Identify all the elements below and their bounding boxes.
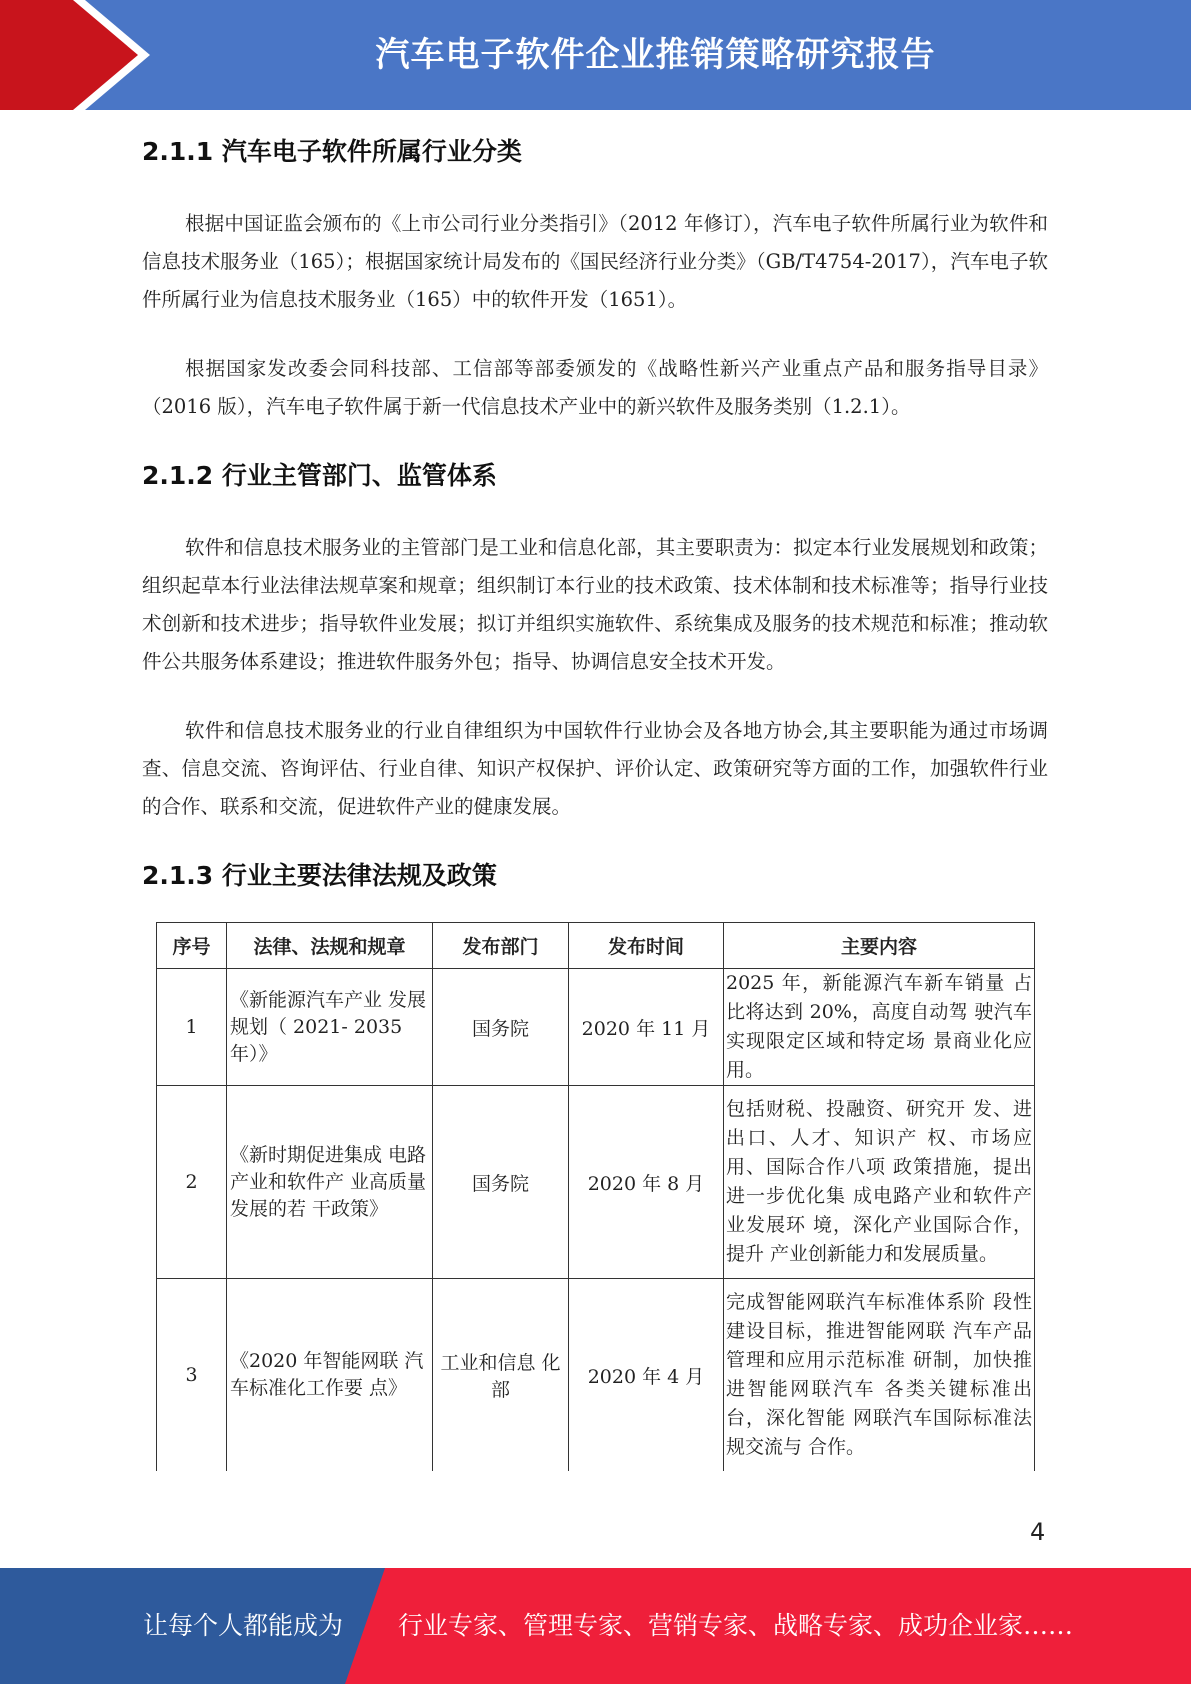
cell-law-name: 《新时期促进集成 电路产业和软件产 业高质量发展的若 干政策》 [227, 1086, 433, 1279]
cell-department: 国务院 [433, 969, 569, 1086]
cell-department: 工业和信息 化部 [433, 1279, 569, 1472]
cell-date: 2020 年 4 月 [569, 1279, 724, 1472]
paragraph-self-regulatory-org: 软件和信息技术服务业的行业自律组织为中国软件行业协会及各地方协会,其主要职能为通过市场调查、信息交流、咨询评估、行业自律、知识产权保护、评价认定、政策研究等方面的工作，加强软件行业的合作、联系和交流，促进软件产业的健康发展。 [142, 719, 1048, 818]
cell-department: 国务院 [433, 1086, 569, 1279]
section-heading-2-1-2: 2.1.2 行业主管部门、监管体系 [142, 461, 497, 490]
section-heading-2-1-1: 2.1.1 汽车电子软件所属行业分类 [142, 137, 522, 166]
table-row [157, 969, 1035, 1086]
table-row [157, 1086, 1035, 1279]
laws-regulations-table [156, 922, 1035, 1471]
page-number: 4 [1030, 1518, 1046, 1546]
cell-index: 3 [157, 1279, 227, 1472]
cell-content: 完成智能网联汽车标准体系阶 段性建设目标，推进智能网联 汽车产品管理和应用示范标准 研制，加快推进智能网联汽车 各类关键标准出台，深化智能 网联汽车国际标准法规交流与 合作。 [724, 1279, 1035, 1472]
cell-content: 包括财税、投融资、研究开 发、进出口、人才、知识产 权、市场应用、国际合作八项 政策措施，提出进一步优化集 成电路产业和软件产业发展环 境，深化产业国际合作，提升 产业创新能力和发展质量。 [724, 1086, 1035, 1279]
column-header-content: 主要内容 [724, 923, 1035, 969]
cell-content: 2025 年，新能源汽车新车销量 占比将达到 20%，高度自动驾 驶汽车实现限定区域和特定场 景商业化应用。 [724, 969, 1035, 1086]
table-header-row [157, 923, 1035, 969]
paragraph-strategic-catalog: 根据国家发改委会同科技部、工信部等部委颁发的《战略性新兴产业重点产品和服务指导目录》（2016 版），汽车电子软件属于新一代信息技术产业中的新兴软件及服务类别（1.2.1）。 [142, 357, 1048, 418]
column-header-department: 发布部门 [433, 923, 569, 969]
column-header-date: 发布时间 [569, 923, 724, 969]
paragraph-industry-classification: 根据中国证监会颁布的《上市公司行业分类指引》（2012 年修订），汽车电子软件所属行业为软件和信息技术服务业（165）；根据国家统计局发布的《国民经济行业分类》（GB/T4754-2017），汽车电子软件所属行业为信息技术服务业（165）中的软件开发（1651）。 [142, 212, 1048, 311]
section-heading-2-1-3: 2.1.3 行业主要法律法规及政策 [142, 861, 497, 890]
report-title: 汽车电子软件企业推销策略研究报告 [375, 35, 936, 75]
cell-date: 2020 年 11 月 [569, 969, 724, 1086]
cell-index: 1 [157, 969, 227, 1086]
footer-slogan-left: 让每个人都能成为 [143, 1611, 344, 1640]
cell-index: 2 [157, 1086, 227, 1279]
footer-slogan-right: 行业专家、管理专家、营销专家、战略专家、成功企业家…… [398, 1611, 1074, 1640]
paragraph-authority-duties: 软件和信息技术服务业的主管部门是工业和信息化部，其主要职责为：拟定本行业发展规划和政策；组织起草本行业法律法规草案和规章；组织制订本行业的技术政策、技术体制和技术标准等；指导行业技术创新和技术进步；指导软件业发展；拟订并组织实施软件、系统集成及服务的技术规范和标准；推动软件公共服务体系建设；推进软件服务外包；指导、协调信息安全技术开发。 [142, 536, 1048, 673]
page-footer [0, 1568, 1191, 1684]
table-row [157, 1279, 1035, 1472]
column-header-law: 法律、法规和规章 [227, 923, 433, 969]
header-chevron-icon [0, 0, 138, 110]
cell-date: 2020 年 8 月 [569, 1086, 724, 1279]
cell-law-name: 《2020 年智能网联 汽车标准化工作要 点》 [227, 1279, 433, 1472]
page-header [0, 0, 1191, 110]
column-header-index: 序号 [157, 923, 227, 969]
cell-law-name: 《新能源汽车产业 发展规划（ 2021- 2035 年）》 [227, 969, 433, 1086]
